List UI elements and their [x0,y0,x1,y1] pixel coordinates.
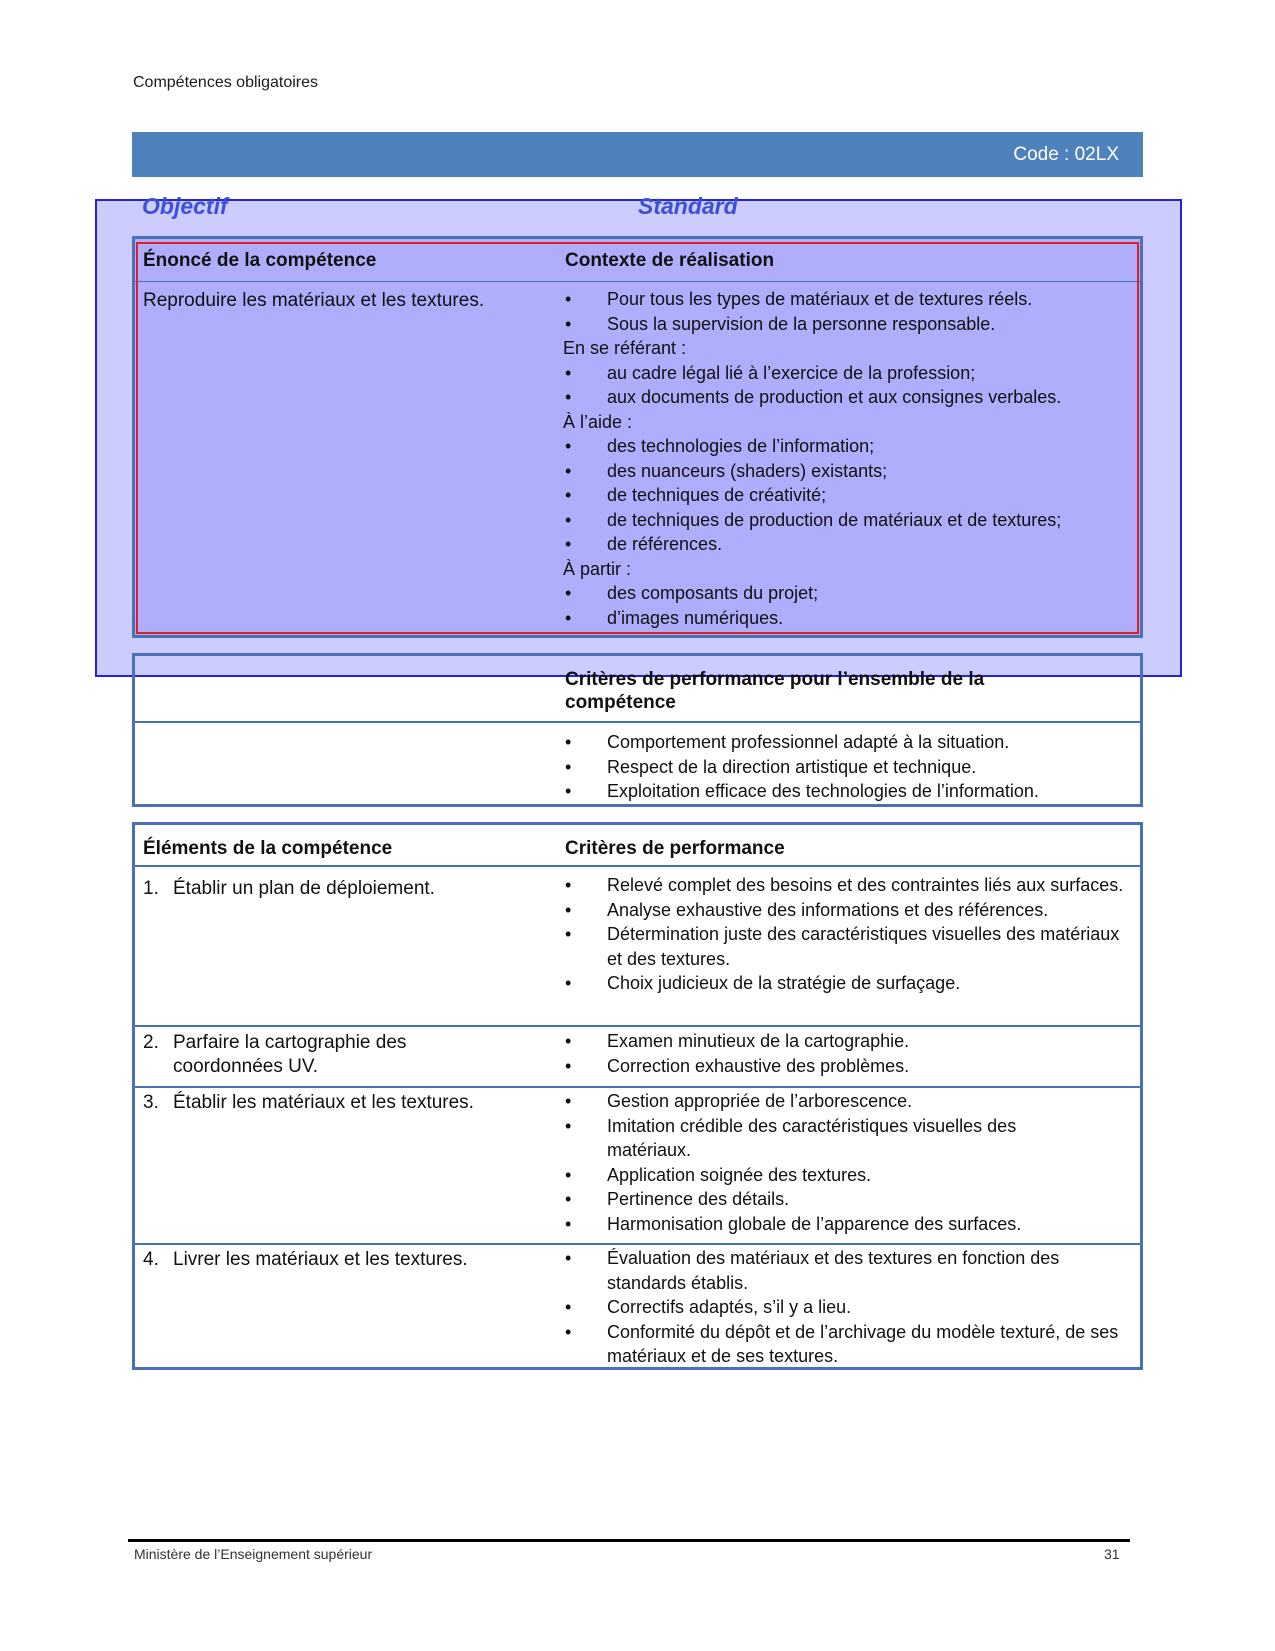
context-item: • Pour tous les types de matériaux et de textures réels. [563,287,1138,312]
criterion-item: • Examen minutieux de la cartographie. [563,1029,1138,1054]
criterion-item: • Comportement professionnel adapté à la situation. [563,730,1138,755]
element-row [143,877,543,901]
context-item: • de références. [563,532,1138,557]
partir-label: À partir : [563,558,632,579]
header-label: Compétences obligatoires [133,74,318,91]
standard-title: Standard [638,193,738,219]
element-text: Établir les matériaux et les textures. [173,1092,474,1113]
context-item: • des technologies de l’information; [563,434,1138,459]
criterion-item: • Correctifs adaptés, s’il y a lieu. [563,1295,1138,1320]
ref-label: En se référant : [563,338,687,358]
criteria-list [563,1246,1138,1369]
criterion-item: • Relevé complet des besoins et des contraintes liés aux surfaces. [563,873,1138,898]
element-number: 1. [143,878,159,899]
footer-rule [128,1539,1130,1542]
objective-title: Objectif [142,193,228,219]
aide-label: À l’aide : [563,411,633,432]
element-row [143,1031,473,1079]
criterion-item: • Gestion appropriée de l’arborescence. [563,1089,1103,1114]
statement-header: Énoncé de la compétence [143,250,377,271]
context-item: • Sous la supervision de la personne responsable. [563,312,1138,337]
competence-statement: Reproduire les matériaux et les textures. [143,290,485,311]
context-list [563,287,1138,630]
competence-code: Code : 02LX [1013,144,1119,165]
element-text: Établir un plan de déploiement. [173,878,435,899]
context-header: Contexte de réalisation [565,250,775,271]
criterion-item: • Choix judicieux de la stratégie de surfaçage. [563,971,1138,996]
element-number: 2. [143,1032,159,1053]
element-text: Parfaire la cartographie des coordonnées UV. [173,1032,407,1077]
criteria-list [563,1089,1103,1236]
context-item: • de techniques de créativité; [563,483,1138,508]
element-number: 4. [143,1249,159,1270]
element-number: 3. [143,1092,159,1113]
elements-header: Éléments de la compétence [143,838,393,859]
context-item: • aux documents de production et aux consignes verbales. [563,385,1138,410]
criterion-item: • Imitation crédible des caractéristiques visuelles des matériaux. [563,1114,1103,1163]
criteria-header: Critères de performance [565,838,785,859]
criteria-list [563,873,1138,996]
criterion-item: • Pertinence des détails. [563,1187,1103,1212]
context-item: • au cadre légal lié à l’exercice de la profession; [563,361,1138,386]
footer-ministry: Ministère de l’Enseignement supérieur [134,1546,373,1562]
page-number: 31 [1104,1546,1120,1562]
criterion-item: • Harmonisation globale de l’apparence des surfaces. [563,1212,1103,1237]
criterion-item: • Respect de la direction artistique et technique. [563,755,1138,780]
element-row [143,1091,543,1115]
context-item: • des composants du projet; [563,581,1138,606]
context-item: • d’images numériques. [563,606,1138,631]
criteria-list [563,1029,1138,1078]
context-item: • des nuanceurs (shaders) existants; [563,459,1138,484]
criterion-item: • Analyse exhaustive des informations et des références. [563,898,1138,923]
overall-criteria-list [563,730,1138,804]
criterion-item: • Exploitation efficace des technologies de l’information. [563,779,1138,804]
criterion-item: • Conformité du dépôt et de l’archivage du modèle texturé, de ses matériaux et de ses textures. [563,1320,1138,1369]
criterion-item: • Évaluation des matériaux et des textures en fonction des standards établis. [563,1246,1138,1295]
context-item: • de techniques de production de matériaux et de textures; [563,508,1138,533]
code-bar [132,132,1143,177]
criterion-item: • Correction exhaustive des problèmes. [563,1054,1138,1079]
criterion-item: • Détermination juste des caractéristiques visuelles des matériaux et des textures. [563,922,1138,971]
criterion-item: • Application soignée des textures. [563,1163,1103,1188]
element-text: Livrer les matériaux et les textures. [173,1249,468,1270]
overall-criteria-header: Critères de performance pour l’ensemble de la compétence [565,669,985,713]
element-row [143,1248,543,1272]
